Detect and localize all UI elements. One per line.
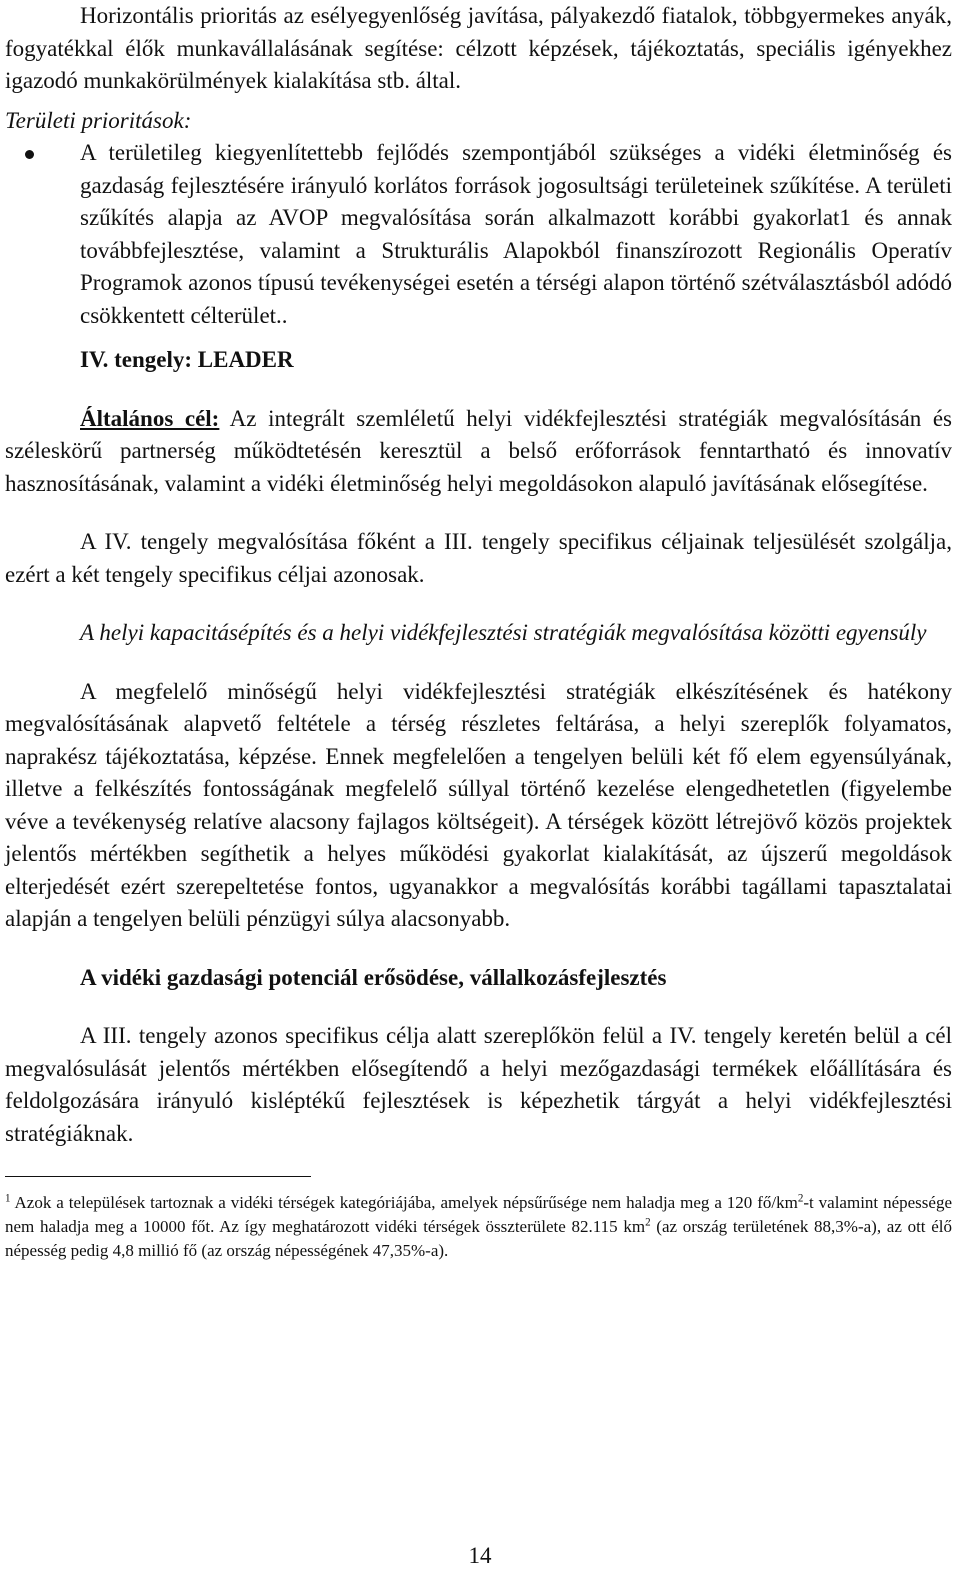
axis4-heading: IV. tengely: LEADER [80,347,294,372]
territorial-bullet-item [5,137,952,332]
general-goal-paragraph [5,403,952,501]
territorial-bullet-text: A területileg kiegyenlítettebb fejlődés szempontjából szükséges a vidéki életminőség és gazdaság fejlesztésére irányuló korlátos források jogosultsági területeinek szűkítése. A területi szűkítés alapja az AVOP megvalósítása során alkalmazott korábbi gyakorlat1 és annak továbbfejlesztése, valamint a Strukturális Alapokból finanszírozott Regionális Operatív Programok azonos típusú tevékenységei esetén a térségi alapon történő szétválasztásból adódó csökkentett célterület.. [80,140,952,328]
balance-paragraph: A megfelelő minőségű helyi vidékfejlesztési stratégiák elkészítésének és hatékony megvalósításának alapvető feltétele a térség részletes feltárása, a helyi szereplők folyamatos, naprakész tájékoztatása, képzése. Ennek megfelelően a tengelyen belüli két fő elem egyensúlyának, illetve a felkészítés fontosságának megfelelő súllyal történő kezelése elengedhetetlen (figyelembe véve a tevékenység relatíve alacsony fajlagos költségeit). A térségek között létrejövő közös projektek jelentős mértékben segíthetik a helyes működési gyakorlat kialakítását, az újszerű megoldások elterjedését ezért szerepeltetése fontos, ugyanakkor a megvalósítás korábbi tagállami tapasztalatai alapján a tengelyen belüli pénzügyi súlya alacsonyabb. [5,678,952,931]
economy-paragraph: A III. tengely azonos specifikus célja alatt szereplőkön felül a IV. tengely keretén belül a cél megvalósulását jelentős mértékben elősegítendő a helyi mezőgazdasági termékek előállítására és feldolgozására irányuló kisléptékű fejlesztések is képezhetik tárgyát a helyi vidékfejlesztési stratégiáknak. [5,1023,952,1146]
general-goal-text: Az integrált szemléletű helyi vidékfejlesztési stratégiák megvalósításán és széleskörű partnerség működtetésén keresztül a belső erőforrások fenntartható és innovatív hasznosításának, valamint a vidéki életminőség helyi megoldásokon alapuló javításának elősegítése. [5,405,953,496]
footnote [5,1191,952,1263]
footnote-divider [5,1176,311,1177]
footnote-text-c: (az ország területének 88,3%-a), az ott élő népesség pedig 4,8 millió fő (az ország népességének 47,35%-a). [5,1217,953,1260]
page-number: 14 [468,1543,492,1568]
balance-heading: A helyi kapacitásépítés és a helyi vidékfejlesztési stratégiák megvalósítása közötti egyensúly [80,620,927,645]
bullet-icon [25,150,34,159]
axis4-relation-paragraph: A IV. tengely megvalósítása főként a III. tengely specifikus céljainak teljesülését szolgálja, ezért a két tengely specifikus céljai azonosak. [5,529,952,587]
footnote-superscript-a: 2 [797,1192,804,1205]
footnote-text-a: Azok a települések tartoznak a vidéki térségek kategóriájába, amelyek népsűrűsége nem haladja meg a 120 fő/km [10,1193,798,1212]
general-goal-label: Általános cél: [80,405,220,431]
footnote-superscript-b: 2 [645,1216,651,1229]
footnote-marker: 1 [5,1192,11,1205]
territorial-priorities-label: Területi prioritások: [5,107,192,133]
footnote-text-b: -t valamint népessége nem haladja meg a 10000 főt. Az így meghatározott vidéki térségek összterülete 82.115 km [5,1193,952,1236]
document-page [5,0,952,1263]
horizontal-priority-paragraph: Horizontális prioritás az esélyegyenlőség javítása, pályakezdő fiatalok, többgyermekes anyák, fogyatékkal élők munkavállalásának segítése: célzott képzések, tájékoztatás, speciális igényekhez igazodó munkakörülmények kialakítása stb. által. [5,3,952,93]
economy-heading: A vidéki gazdasági potenciál erősödése, vállalkozásfejlesztés [80,964,667,990]
